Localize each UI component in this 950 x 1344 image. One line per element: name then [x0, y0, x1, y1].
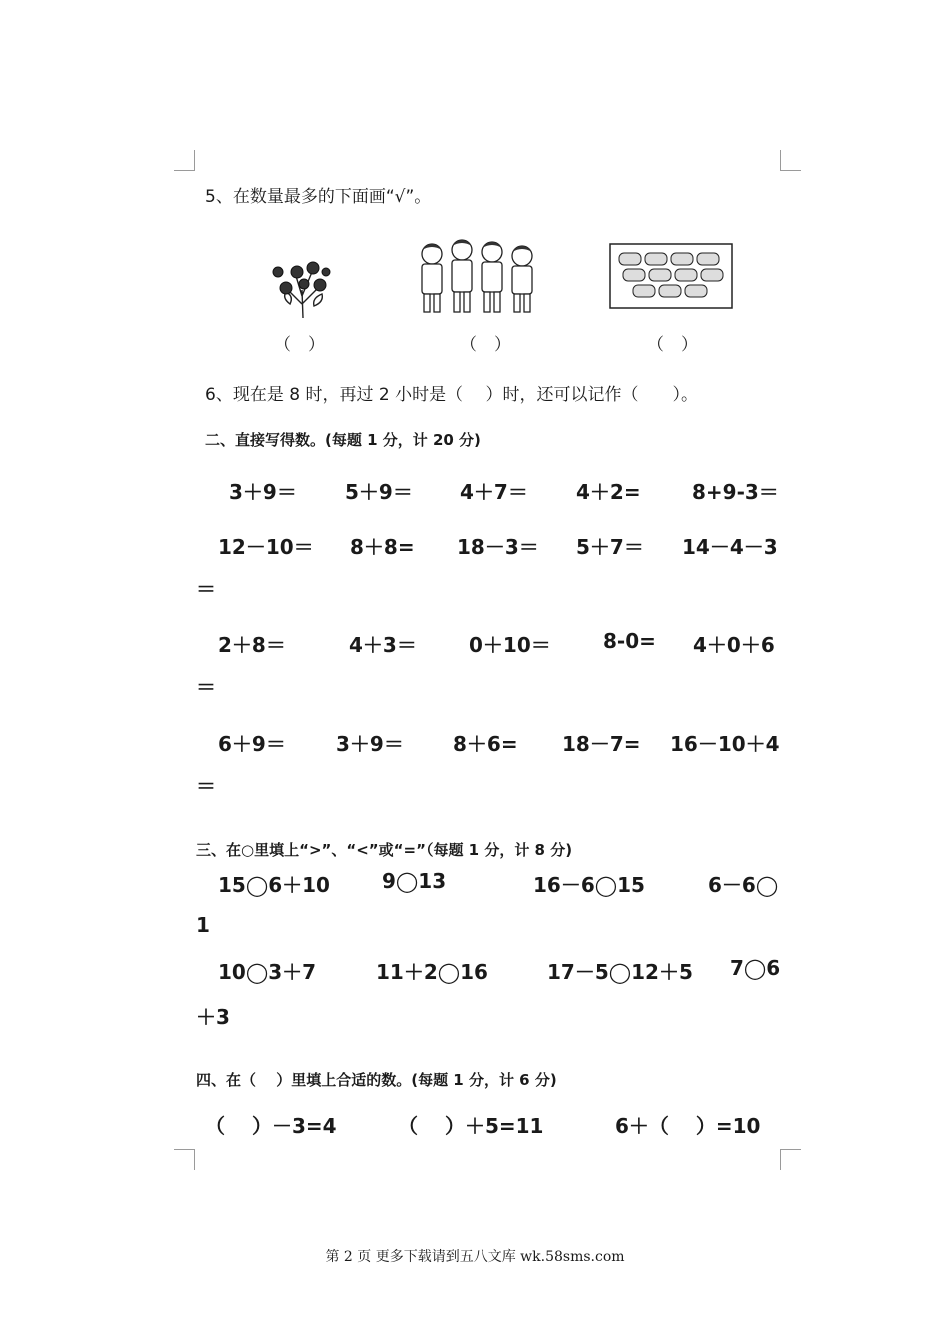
exercise: 4＋7＝	[460, 480, 528, 504]
crop-mark-bottom-right	[780, 1149, 801, 1170]
exercise: 8-0=	[603, 629, 656, 653]
exercise: 12－10＝	[218, 535, 314, 559]
exercise-wrap: 1	[196, 913, 210, 937]
exercise: 11＋2◯16	[376, 960, 488, 984]
box-of-burgers-icon	[609, 243, 733, 309]
crop-mark-top-right	[780, 150, 801, 171]
exercise: 4＋3＝	[349, 633, 417, 657]
exercise: 17－5◯12＋5	[547, 960, 693, 984]
exercise: 5＋9＝	[345, 480, 413, 504]
exercise: 4＋0＋6	[693, 633, 775, 657]
answer-paren-2[interactable]: （ ）	[460, 335, 511, 355]
answer-paren-1[interactable]: （ ）	[274, 335, 325, 355]
exercise: 16－6◯15	[533, 873, 645, 897]
exercise: 8＋6=	[453, 732, 518, 756]
crop-mark-top-left	[174, 150, 195, 171]
exercise-wrap: ＝	[196, 675, 216, 699]
exercise: 18－7=	[562, 732, 641, 756]
exercise: 7◯6	[730, 956, 781, 980]
exercise: 4＋2=	[576, 480, 641, 504]
exercise: （ ）＋5=11	[398, 1114, 544, 1138]
exercise: 6＋9＝	[218, 732, 286, 756]
exercise-wrap: ＋3	[196, 1005, 230, 1029]
exercise: 8+9-3＝	[692, 480, 779, 504]
exercise: （ ）－3=4	[205, 1114, 337, 1138]
exercise: 5＋7＝	[576, 535, 644, 559]
exercise: 8＋8=	[350, 535, 415, 559]
exercise: 3＋9＝	[229, 480, 297, 504]
flower-bouquet-icon	[268, 248, 338, 320]
exercise: 0＋10＝	[469, 633, 551, 657]
crop-mark-bottom-left	[174, 1149, 195, 1170]
exercise: 3＋9＝	[336, 732, 404, 756]
section-3-title: 三、在○里填上“>”、“<”或“=”（每题 1 分，计 8 分)	[196, 841, 573, 859]
exercise: 10◯3＋7	[218, 960, 317, 984]
section-2-title: 二、直接写得数。(每题 1 分，计 20 分)	[205, 431, 481, 449]
exercise: 2＋8＝	[218, 633, 286, 657]
section-4-title: 四、在（ ）里填上合适的数。(每题 1 分，计 6 分)	[196, 1071, 557, 1089]
exercise-wrap: ＝	[196, 774, 216, 798]
page-footer: 第 2 页 更多下载请到五八文库 wk.58sms.com	[325, 1249, 625, 1265]
group-of-children-icon	[416, 236, 540, 316]
exercise-wrap: ＝	[196, 577, 216, 601]
exercise: 14－4－3	[682, 535, 778, 559]
exercise: 18－3＝	[457, 535, 539, 559]
exercise: 6＋（ ）=10	[615, 1114, 761, 1138]
exercise: 15◯6＋10	[218, 873, 330, 897]
question-6-text: 6、现在是 8 时，再过 2 小时是（ ）时，还可以记作（ ）。	[205, 385, 698, 405]
exercise: 16－10＋4	[670, 732, 780, 756]
exercise: 9◯13	[382, 869, 447, 893]
question-5-text: 5、在数量最多的下面画“√”。	[205, 187, 432, 207]
exercise: 6－6◯	[708, 873, 779, 897]
answer-paren-3[interactable]: （ ）	[647, 335, 698, 355]
